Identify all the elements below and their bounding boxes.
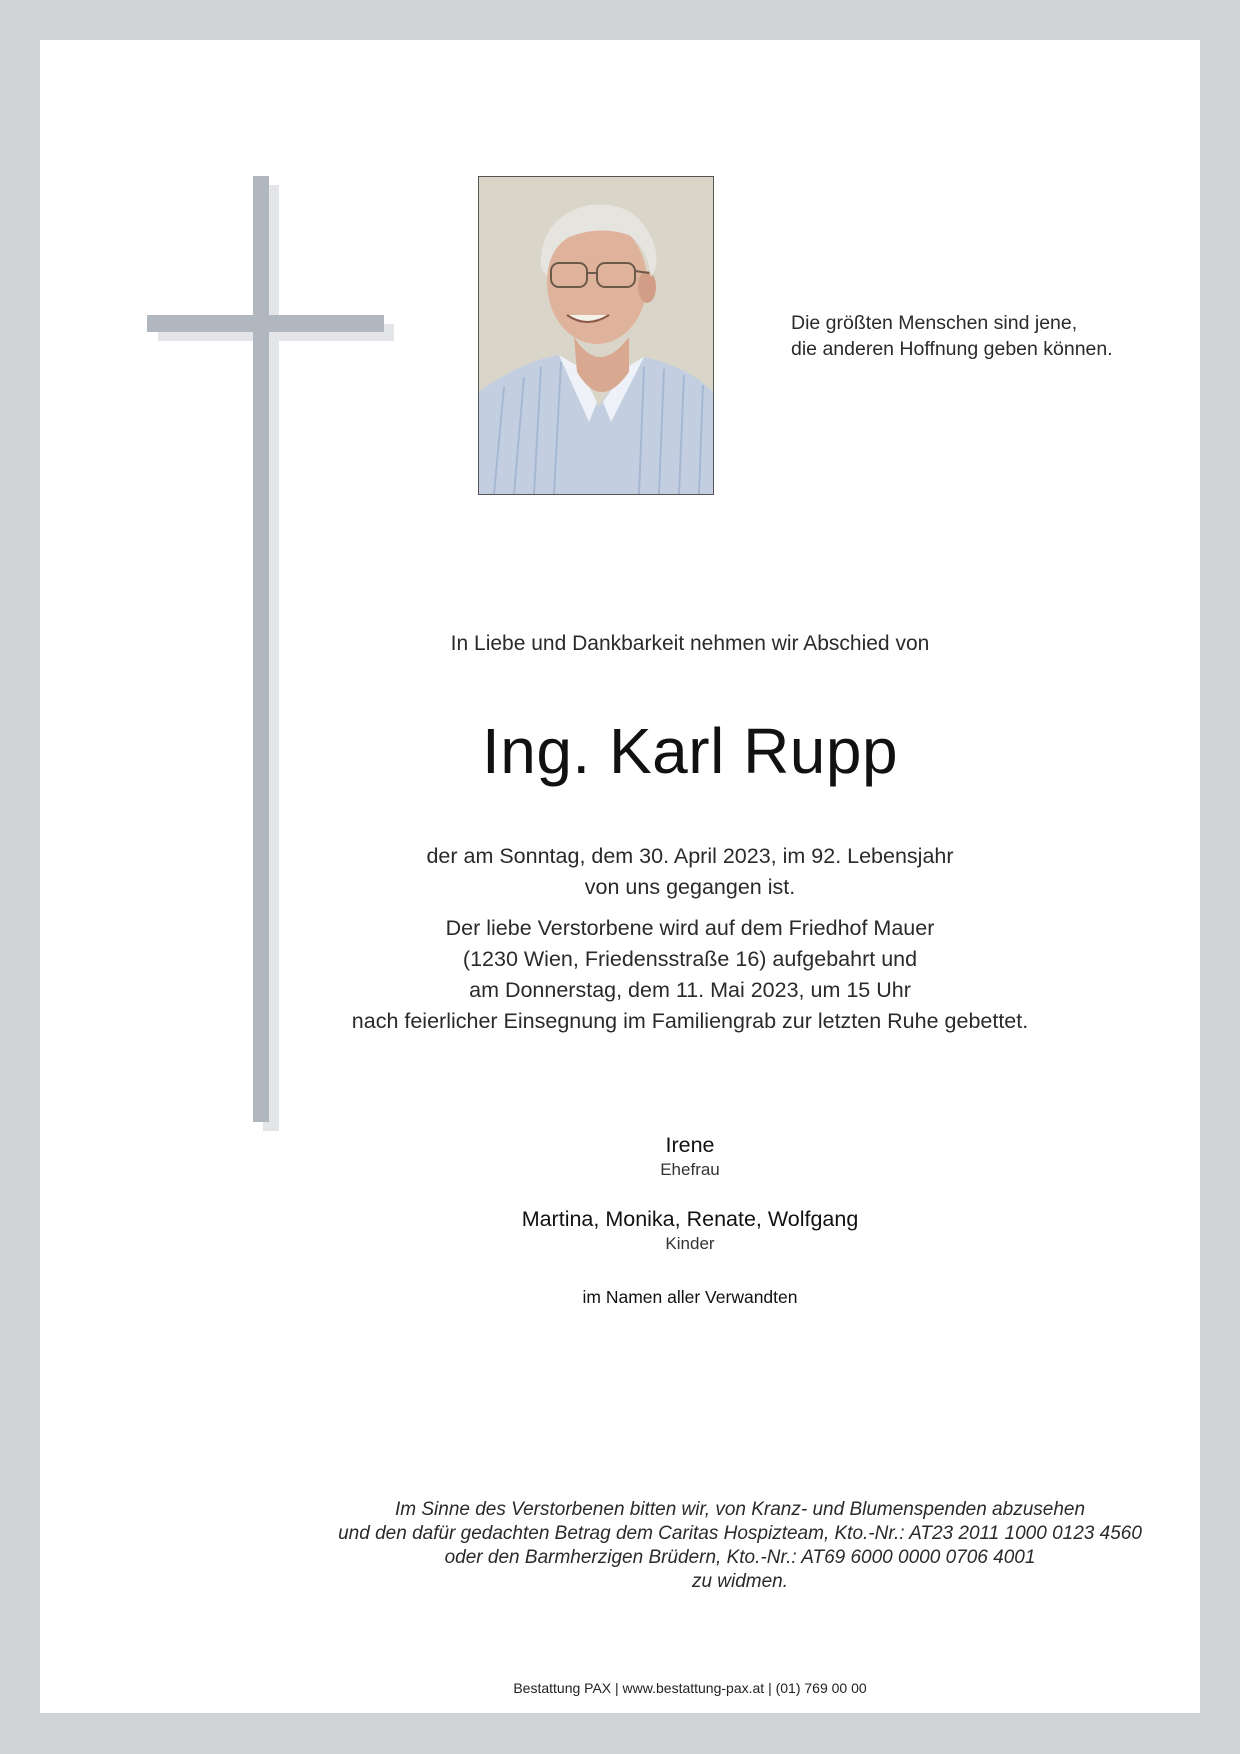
mourner-name: Irene: [665, 1133, 715, 1157]
donation-line: und den dafür gedachten Betrag dem Caritas Hospizteam, Kto.-Nr.: AT23 2011 1000 0123 4560: [338, 1523, 1142, 1544]
mourner: [190, 1207, 1190, 1254]
funeral-details: [190, 841, 1190, 1037]
quote-line: Die größten Menschen sind jene,: [791, 312, 1078, 334]
mourner: [190, 1133, 1190, 1180]
mourner-name: Martina, Monika, Renate, Wolfgang: [521, 1207, 859, 1231]
cross-bar-horizontal: [147, 315, 384, 332]
mourner-role: Kinder: [665, 1234, 715, 1253]
details-line: von uns gegangen ist.: [584, 875, 796, 899]
details-line: Der liebe Verstorbene wird auf dem Friedhof Mauer: [445, 916, 935, 940]
obituary-card: [40, 40, 1200, 1713]
deceased-name: Ing. Karl Rupp: [481, 715, 899, 787]
details-line: (1230 Wien, Friedensstraße 16) aufgebahrt und: [462, 947, 918, 971]
donation-line: Im Sinne des Verstorbenen bitten wir, von Kranz- und Blumenspenden abzusehen: [394, 1499, 1086, 1520]
mourner-role: Ehefrau: [660, 1160, 720, 1179]
donation-line: oder den Barmherzigen Brüdern, Kto.-Nr.: AT69 6000 0000 0706 4001: [444, 1547, 1036, 1568]
donation-line: zu widmen.: [691, 1571, 789, 1592]
quote-line: die anderen Hoffnung geben können.: [791, 338, 1113, 360]
portrait-photo: [478, 176, 714, 495]
donation-request: [290, 1498, 1190, 1594]
details-line: nach feierlicher Einsegnung im Familiengrab zur letzten Ruhe gebettet.: [351, 1009, 1029, 1033]
details-line: am Donnerstag, dem 11. Mai 2023, um 15 Uhr: [469, 978, 911, 1002]
footer-contact: Bestattung PAX | www.bestattung-pax.at | (01) 769 00 00: [513, 1680, 867, 1696]
intro-text: In Liebe und Dankbarkeit nehmen wir Abschied von: [450, 632, 930, 655]
relatives-note: im Namen aller Verwandten: [582, 1287, 798, 1307]
details-line: der am Sonntag, dem 30. April 2023, im 92. Lebensjahr: [426, 844, 954, 868]
quote: [791, 310, 1113, 362]
